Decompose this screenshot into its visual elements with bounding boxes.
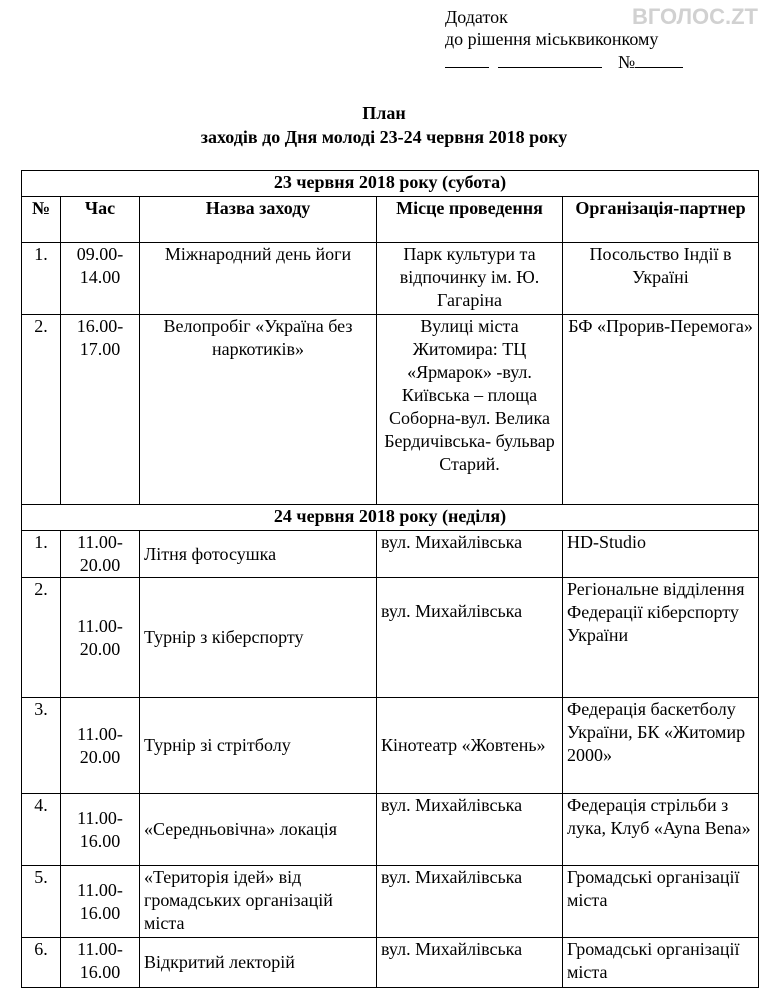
title-line-1: План <box>362 103 406 123</box>
watermark-logo: ВГОЛОС.ZT <box>631 4 758 29</box>
row-name: «Середньовічна» локація <box>140 794 377 866</box>
row-num: 5. <box>22 866 61 938</box>
day-row <box>22 505 759 531</box>
row-num: 3. <box>22 698 61 794</box>
row-place: Кінотеатр «Жовтень» <box>377 698 563 794</box>
annex-title: Додаток <box>445 7 508 27</box>
header-place: Місце проведення <box>377 197 563 243</box>
document-title <box>0 101 768 149</box>
row-num: 2. <box>22 315 61 505</box>
row-place: Вулиці міста Житомира: ТЦ «Ярмарок» -вул. Київська – площа Соборна-вул. Велика Бердичівська- бульвар Старий. <box>377 315 563 505</box>
row-partner: HD-Studio <box>563 531 759 578</box>
header-partner: Організація-партнер <box>563 197 759 243</box>
row-name: Відкритий лекторій <box>140 938 377 988</box>
day-heading-1: 23 червня 2018 року (субота) <box>22 171 759 197</box>
blank-day <box>445 50 489 68</box>
row-num: 1. <box>22 243 61 315</box>
row-time: 09.00-14.00 <box>61 243 140 315</box>
row-time: 11.00-20.00 <box>61 531 140 578</box>
row-num: 4. <box>22 794 61 866</box>
blank-month <box>498 50 602 68</box>
table-row <box>22 243 759 315</box>
row-partner: Посольство Індії в Україні <box>563 243 759 315</box>
row-name: Велопробіг «Україна без наркотиків» <box>140 315 377 505</box>
table-row <box>22 578 759 698</box>
annex-decision: до рішення міськвиконкому <box>445 29 659 49</box>
row-time: 11.00-20.00 <box>61 698 140 794</box>
row-place: вул. Михайлівська <box>377 578 563 698</box>
day-row <box>22 171 759 197</box>
row-partner: Громадські організації міста <box>563 866 759 938</box>
row-place: Парк культури та відпочинку ім. Ю. Гагаріна <box>377 243 563 315</box>
row-place: вул. Михайлівська <box>377 938 563 988</box>
header-name: Назва заходу <box>140 197 377 243</box>
header-time: Час <box>61 197 140 243</box>
row-num: 1. <box>22 531 61 578</box>
row-name: «Територія ідей» від громадських організацій міста <box>140 866 377 938</box>
row-name: Турнір зі стрітболу <box>140 698 377 794</box>
row-time: 11.00-16.00 <box>61 938 140 988</box>
row-num: 2. <box>22 578 61 698</box>
annex-number-line <box>445 50 683 73</box>
row-partner: БФ «Прорив-Перемога» <box>563 315 759 505</box>
row-name: Літня фотосушка <box>140 531 377 578</box>
events-table <box>21 170 759 988</box>
row-partner: Громадські організації міста <box>563 938 759 988</box>
row-partner: Регіональне відділення Федерації кіберспорту України <box>563 578 759 698</box>
table-row <box>22 794 759 866</box>
row-partner: Федерація баскетболу України, БК «Житомир 2000» <box>563 698 759 794</box>
row-name: Турнір з кіберспорту <box>140 578 377 698</box>
table-row <box>22 698 759 794</box>
row-time: 11.00-20.00 <box>61 578 140 698</box>
row-time: 11.00-16.00 <box>61 794 140 866</box>
row-num: 6. <box>22 938 61 988</box>
row-place: вул. Михайлівська <box>377 531 563 578</box>
row-time: 11.00-16.00 <box>61 866 140 938</box>
row-place: вул. Михайлівська <box>377 866 563 938</box>
header-row <box>22 197 759 243</box>
day-heading-2: 24 червня 2018 року (неділя) <box>22 505 759 531</box>
table-row <box>22 315 759 505</box>
table-row <box>22 938 759 988</box>
row-partner: Федерація стрільби з лука, Клуб «Ayna Bena» <box>563 794 759 866</box>
blank-number <box>635 50 683 68</box>
title-line-2: заходів до Дня молоді 23-24 червня 2018 року <box>200 127 568 147</box>
table-row <box>22 531 759 578</box>
table-row <box>22 866 759 938</box>
number-sign: № <box>618 52 636 72</box>
row-name: Міжнародний день йоги <box>140 243 377 315</box>
row-place: вул. Михайлівська <box>377 794 563 866</box>
row-time: 16.00-17.00 <box>61 315 140 505</box>
header-num: № <box>22 197 61 243</box>
